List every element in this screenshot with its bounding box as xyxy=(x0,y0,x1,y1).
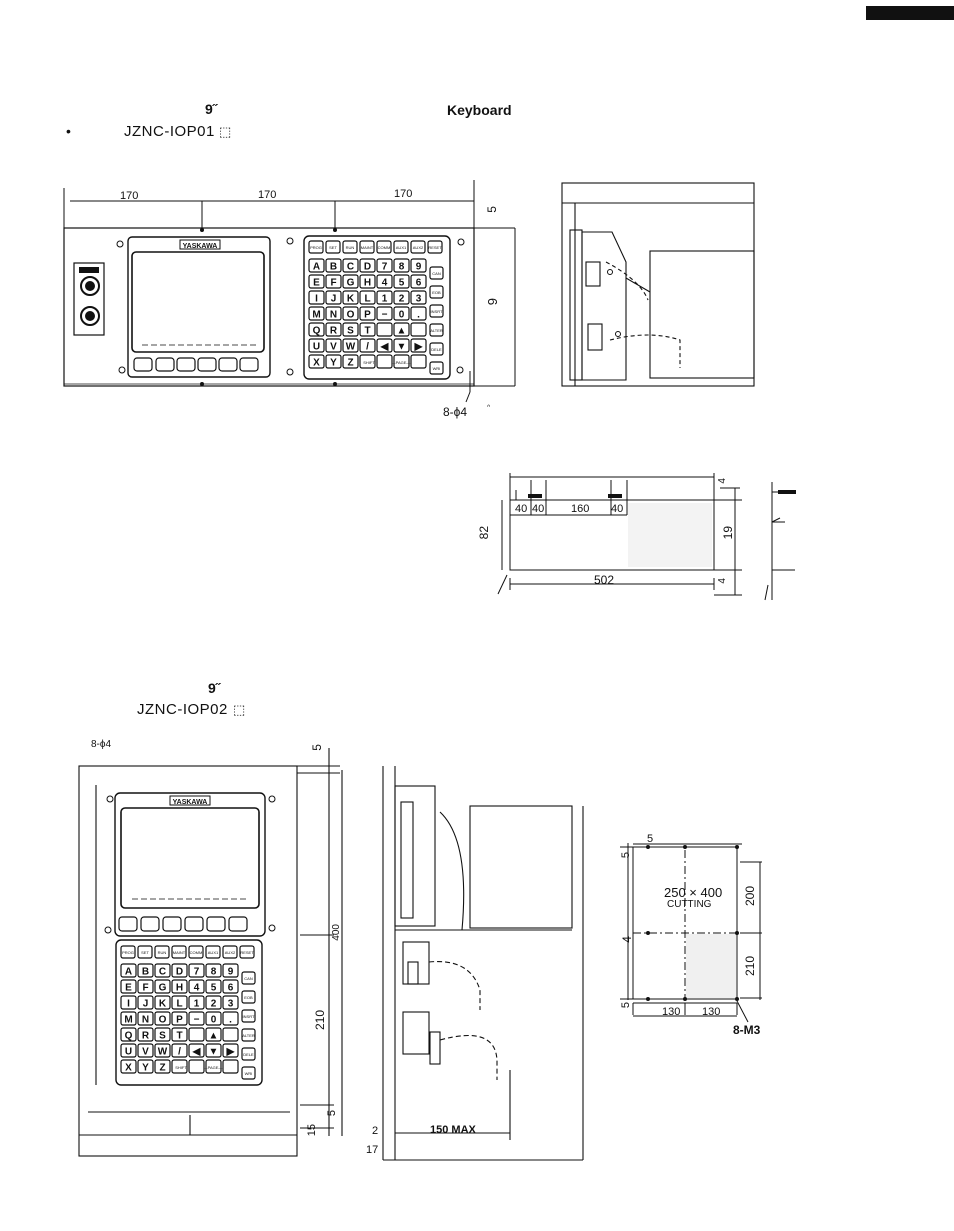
section1-hole-mark: ᐢ xyxy=(487,403,491,412)
key-label: − xyxy=(381,309,388,321)
key-label: ◀ xyxy=(192,1046,201,1058)
func-key-label: MAINT xyxy=(172,950,186,955)
side-key-label: DELE xyxy=(243,1052,254,1057)
key-label: 9 xyxy=(227,966,234,978)
section1-bullet: • xyxy=(66,123,71,139)
key-label: 6 xyxy=(415,277,422,289)
func-key-label: RESET xyxy=(428,245,442,250)
key xyxy=(189,1028,204,1041)
key-label: 5 xyxy=(398,277,405,289)
key-label: W xyxy=(157,1046,168,1058)
func-key-label: RUN xyxy=(345,245,355,250)
key-label: P xyxy=(364,309,371,321)
key-label: N xyxy=(329,309,338,321)
cut2-130a: 130 xyxy=(662,1006,681,1018)
key-label: M xyxy=(124,1014,133,1026)
cut2-5-top: 5 xyxy=(647,833,654,845)
section1-model-box: ⬚ xyxy=(219,124,232,139)
key-label: G xyxy=(346,277,355,289)
section2-dim-mid: 400 xyxy=(331,924,342,941)
key-label: D xyxy=(175,966,184,978)
key-label: J xyxy=(142,998,149,1010)
cutout-dim-502: 502 xyxy=(594,573,615,587)
func-key-label: AUX2 xyxy=(224,950,236,955)
key-label: ▲ xyxy=(208,1030,219,1042)
cutout-dim-4b: 4 xyxy=(717,578,728,584)
cut2-label: CUTTING xyxy=(667,899,712,910)
key-label: R xyxy=(141,1030,150,1042)
func-key-label: RESET xyxy=(240,950,254,955)
key-label: W xyxy=(345,341,356,353)
key-label: L xyxy=(364,293,371,305)
key-label: H xyxy=(363,277,372,289)
key-label: O xyxy=(346,309,355,321)
key-label: V xyxy=(330,341,337,353)
cut2-size: 250 × 400 xyxy=(664,885,723,900)
side-key-label: ALTER xyxy=(430,328,443,333)
side-key-label: WRI xyxy=(432,366,441,371)
key-label: Z xyxy=(347,357,354,369)
func-key-label: COMM xyxy=(189,950,203,955)
key-label: Z xyxy=(159,1062,166,1074)
key-label: G xyxy=(158,982,167,994)
shift-label: SHIFT xyxy=(363,360,375,365)
section1-size-label: 9˝ xyxy=(205,101,218,117)
section2-dim-top: 5 xyxy=(310,744,324,751)
side-key-label: EOB xyxy=(432,290,441,295)
func-key-label: PROG xyxy=(310,245,322,250)
key-label: F xyxy=(142,982,149,994)
side-key-label: CAN xyxy=(244,976,253,981)
cut2-200: 200 xyxy=(743,886,757,907)
section2-size-label: 9˝ xyxy=(208,680,221,696)
func-key-label: AUX2 xyxy=(412,245,424,250)
key-label: I xyxy=(315,293,318,305)
cutout-dim-82: 82 xyxy=(477,526,491,540)
key-label: A xyxy=(124,966,133,978)
func-key-label: MAINT xyxy=(360,245,374,250)
key-label: . xyxy=(417,309,420,321)
section1-dim-top-1: 170 xyxy=(120,190,139,202)
key-label: E xyxy=(125,982,132,994)
key-label: K xyxy=(346,293,355,305)
key-label: X xyxy=(125,1062,132,1074)
section2-dim-bottom-a: 5 xyxy=(326,1110,338,1117)
key-label: 4 xyxy=(381,277,388,289)
key-label: 6 xyxy=(227,982,234,994)
page-label: —PAGE— xyxy=(203,1065,223,1070)
section1-dim-right-top: 5 xyxy=(485,206,499,213)
side-key-label: EOB xyxy=(244,995,253,1000)
key-label: O xyxy=(158,1014,167,1026)
key-label: Y xyxy=(330,357,337,369)
cut2-m3: 8-M3 xyxy=(733,1023,761,1037)
key-label: B xyxy=(141,966,150,978)
svg-text:YASKAWA: YASKAWA xyxy=(172,799,208,806)
func-key-label: SET xyxy=(141,950,149,955)
key-label: 5 xyxy=(210,982,217,994)
func-key-label: AUX1 xyxy=(207,950,219,955)
key-label: 8 xyxy=(398,261,405,273)
key-label: 4 xyxy=(193,982,200,994)
section1-model: JZNC-IOP01 xyxy=(124,123,215,140)
section2-model: JZNC-IOP02 xyxy=(137,701,228,718)
key-label: 9 xyxy=(415,261,422,273)
func-key-label: AUX1 xyxy=(395,245,407,250)
key-label: S xyxy=(159,1030,166,1042)
key-label: L xyxy=(176,998,183,1010)
key-label: T xyxy=(176,1030,183,1042)
key xyxy=(223,1060,238,1073)
key-label: ▲ xyxy=(396,325,407,337)
section2-dim-side-17: 17 xyxy=(366,1144,379,1156)
key-label: ▶ xyxy=(414,341,423,353)
key-label: 3 xyxy=(415,293,422,305)
key-label: 7 xyxy=(193,966,200,978)
key-label: F xyxy=(330,277,337,289)
section1-dim-top-2: 170 xyxy=(258,189,277,201)
key-label: R xyxy=(329,325,338,337)
cut2-130b: 130 xyxy=(702,1006,721,1018)
section2-dim-bottom-b: 15 xyxy=(306,1124,318,1137)
key-label: / xyxy=(178,1046,181,1058)
key xyxy=(223,1028,238,1041)
key-label: P xyxy=(176,1014,183,1026)
key-label: K xyxy=(158,998,167,1010)
side-key-label: INSRT xyxy=(242,1014,255,1019)
func-key-label: SET xyxy=(329,245,337,250)
side-key-label: CAN xyxy=(432,271,441,276)
key-label: Y xyxy=(142,1062,149,1074)
section2-dim-210: 210 xyxy=(313,1010,327,1031)
side-key-label: ALTER xyxy=(242,1033,255,1038)
cutout-dim-40b: 40 xyxy=(532,503,545,515)
cutout-dim-160: 160 xyxy=(571,503,590,515)
key-label: I xyxy=(127,998,130,1010)
key-label: U xyxy=(312,341,321,353)
key-label: E xyxy=(313,277,320,289)
key-label: ▼ xyxy=(396,341,407,353)
side-key-label: INSRT xyxy=(430,309,443,314)
key-label: D xyxy=(363,261,372,273)
key-label: H xyxy=(175,982,184,994)
func-key-label: COMM xyxy=(377,245,391,250)
key-label: 2 xyxy=(398,293,405,305)
cut2-5-left: 5 xyxy=(620,852,632,859)
cut2-210: 210 xyxy=(743,956,757,977)
key-label: V xyxy=(142,1046,149,1058)
func-key-label: PROG xyxy=(122,950,134,955)
key-label: 7 xyxy=(381,261,388,273)
cutout-dim-40a: 40 xyxy=(515,503,528,515)
func-key-label: RUN xyxy=(157,950,167,955)
key-label: 8 xyxy=(210,966,217,978)
cutout-dim-19: 19 xyxy=(721,526,735,540)
section2-model-box: ⬚ xyxy=(233,702,246,717)
section1-dim-top-3: 170 xyxy=(394,188,413,200)
key-label: A xyxy=(312,261,321,273)
section1-holes: 8-ϕ4 xyxy=(443,405,468,419)
key-label: J xyxy=(330,293,337,305)
key-label: ▼ xyxy=(208,1046,219,1058)
svg-text:YASKAWA: YASKAWA xyxy=(182,243,218,250)
key-label: B xyxy=(329,261,338,273)
key-label: 0 xyxy=(398,309,405,321)
key xyxy=(189,1060,204,1073)
key-label: − xyxy=(193,1014,200,1026)
shift-label: SHIFT xyxy=(175,1065,187,1070)
section2-dim-150: 150 MAX xyxy=(430,1124,476,1136)
key-label: U xyxy=(124,1046,133,1058)
key-label: / xyxy=(366,341,369,353)
side-key-label: DELE xyxy=(431,347,442,352)
section2-holes: 8-ϕ4 xyxy=(91,739,112,750)
key-label: N xyxy=(141,1014,150,1026)
section1-dim-right-height: 9 xyxy=(485,298,500,306)
key-label: 1 xyxy=(193,998,200,1010)
key-label: 1 xyxy=(381,293,388,305)
cutout-dim-4a: 4 xyxy=(717,478,728,484)
key-label: 3 xyxy=(227,998,234,1010)
key-label: ◀ xyxy=(380,341,389,353)
cut2-4: 4 xyxy=(620,936,634,943)
key-label: S xyxy=(347,325,354,337)
cutout-dim-40c: 40 xyxy=(611,503,624,515)
key-label: M xyxy=(312,309,321,321)
page-label: —PAGE— xyxy=(391,360,411,365)
cut2-5-bottom: 5 xyxy=(620,1002,632,1009)
key-label: . xyxy=(229,1014,232,1026)
section1-keyboard-label: Keyboard xyxy=(447,102,512,118)
key-label: C xyxy=(158,966,167,978)
key-label: 2 xyxy=(210,998,217,1010)
key-label: X xyxy=(313,357,320,369)
key-label: T xyxy=(364,325,371,337)
key-label: C xyxy=(346,261,355,273)
side-key-label: WRI xyxy=(244,1071,253,1076)
key-label: ▶ xyxy=(226,1046,235,1058)
key-label: 0 xyxy=(210,1014,217,1026)
key-label: Q xyxy=(312,325,321,337)
section2-dim-side-2: 2 xyxy=(372,1125,379,1137)
key-label: Q xyxy=(124,1030,133,1042)
